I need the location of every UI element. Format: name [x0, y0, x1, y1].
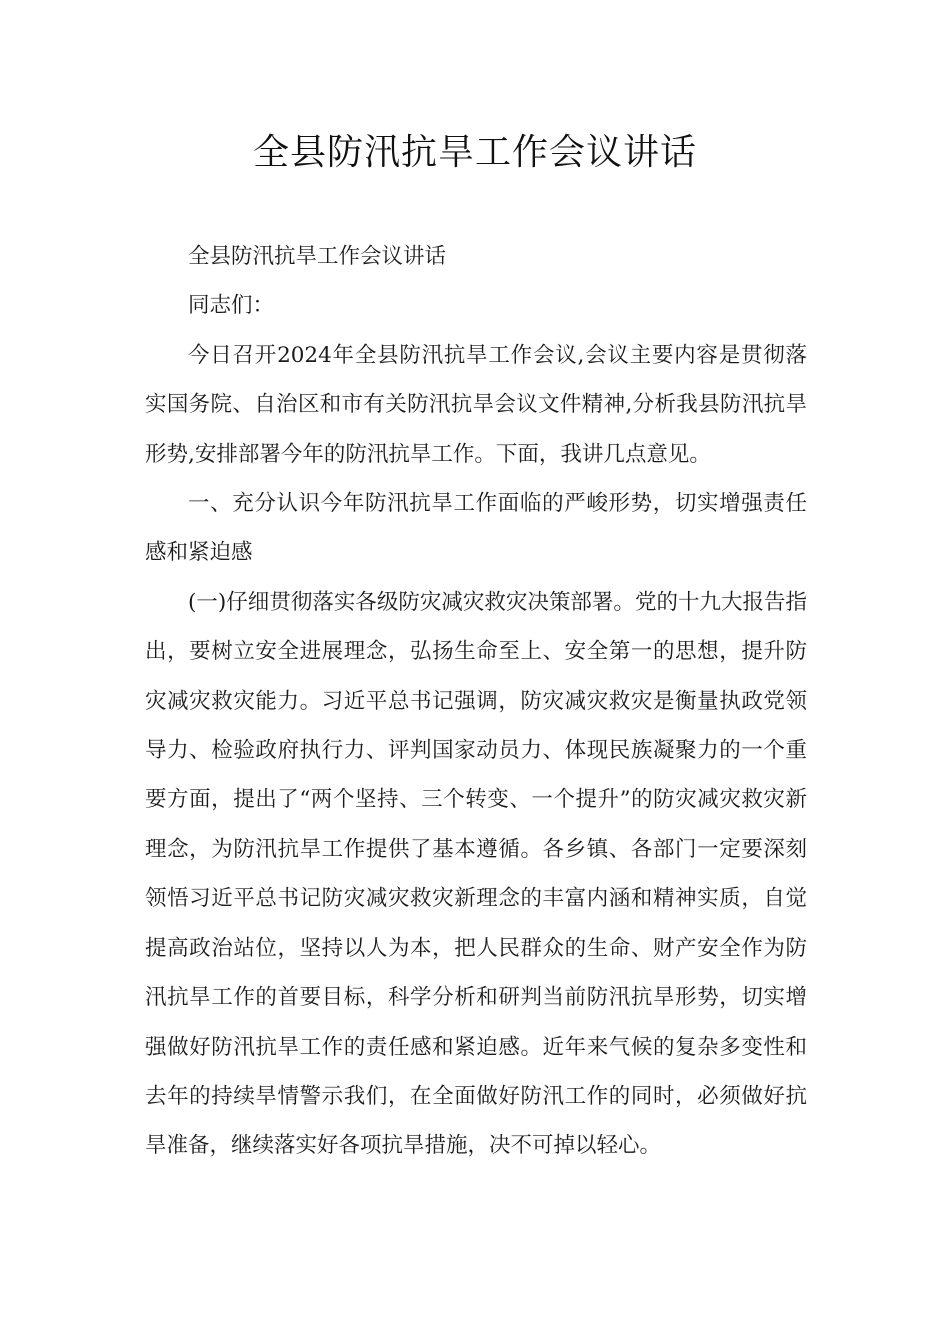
paragraph-salutation: 同志们：: [188, 293, 275, 319]
document-body: [145, 232, 807, 1171]
document-title: 全县防汛抗旱工作会议讲话: [252, 132, 697, 173]
paragraph-subtitle: 全县防汛抗旱工作会议讲话: [188, 244, 447, 269]
paragraph-section-body: (一)仔细贯彻落实各级防灾减灾救灾决策部署。党的十九大报告指出，要树立安全进展理念，弘扬生命至上、安全第一的思想，提升防灾减灾救灾能力。习近平总书记强调，防灾减灾救灾是衡量执政党领导力、检验政府执行力、评判国家动员力、体现民族凝聚力的一个重要方面，提出了“两个坚持、三个转变、一个提升”的防灾减灾救灾新理念，为防汛抗旱工作提供了基本遵循。各乡镇、各部门一定要深刻领悟习近平总书记防灾减灾救灾新理念的丰富内涵和精神实质，自觉提高政治站位，坚持以人为本，把人民群众的生命、财产安全作为防汛抗旱工作的首要目标，科学分析和研判当前防汛抗旱形势，切实增强做好防汛抗旱工作的责任感和紧迫感。近年来气候的复杂多变性和去年的持续旱情警示我们，在全面做好防汛工作的同时，必须做好抗旱准备，继续落实好各项抗旱措施，决不可掉以轻心。: [145, 589, 807, 1159]
paragraph-section-heading: 一、充分认识今年防汛抗旱工作面临的严峻形势，切实增强责任感和紧迫感: [145, 491, 807, 566]
paragraph-intro: 今日召开2024年全县防汛抗旱工作会议,会议主要内容是贯彻落实国务院、自治区和市有关防汛抗旱会议文件精神,分析我县防汛抗旱形势,安排部署今年的防汛抗旱工作。下面，我讲几点意见。: [145, 342, 807, 467]
